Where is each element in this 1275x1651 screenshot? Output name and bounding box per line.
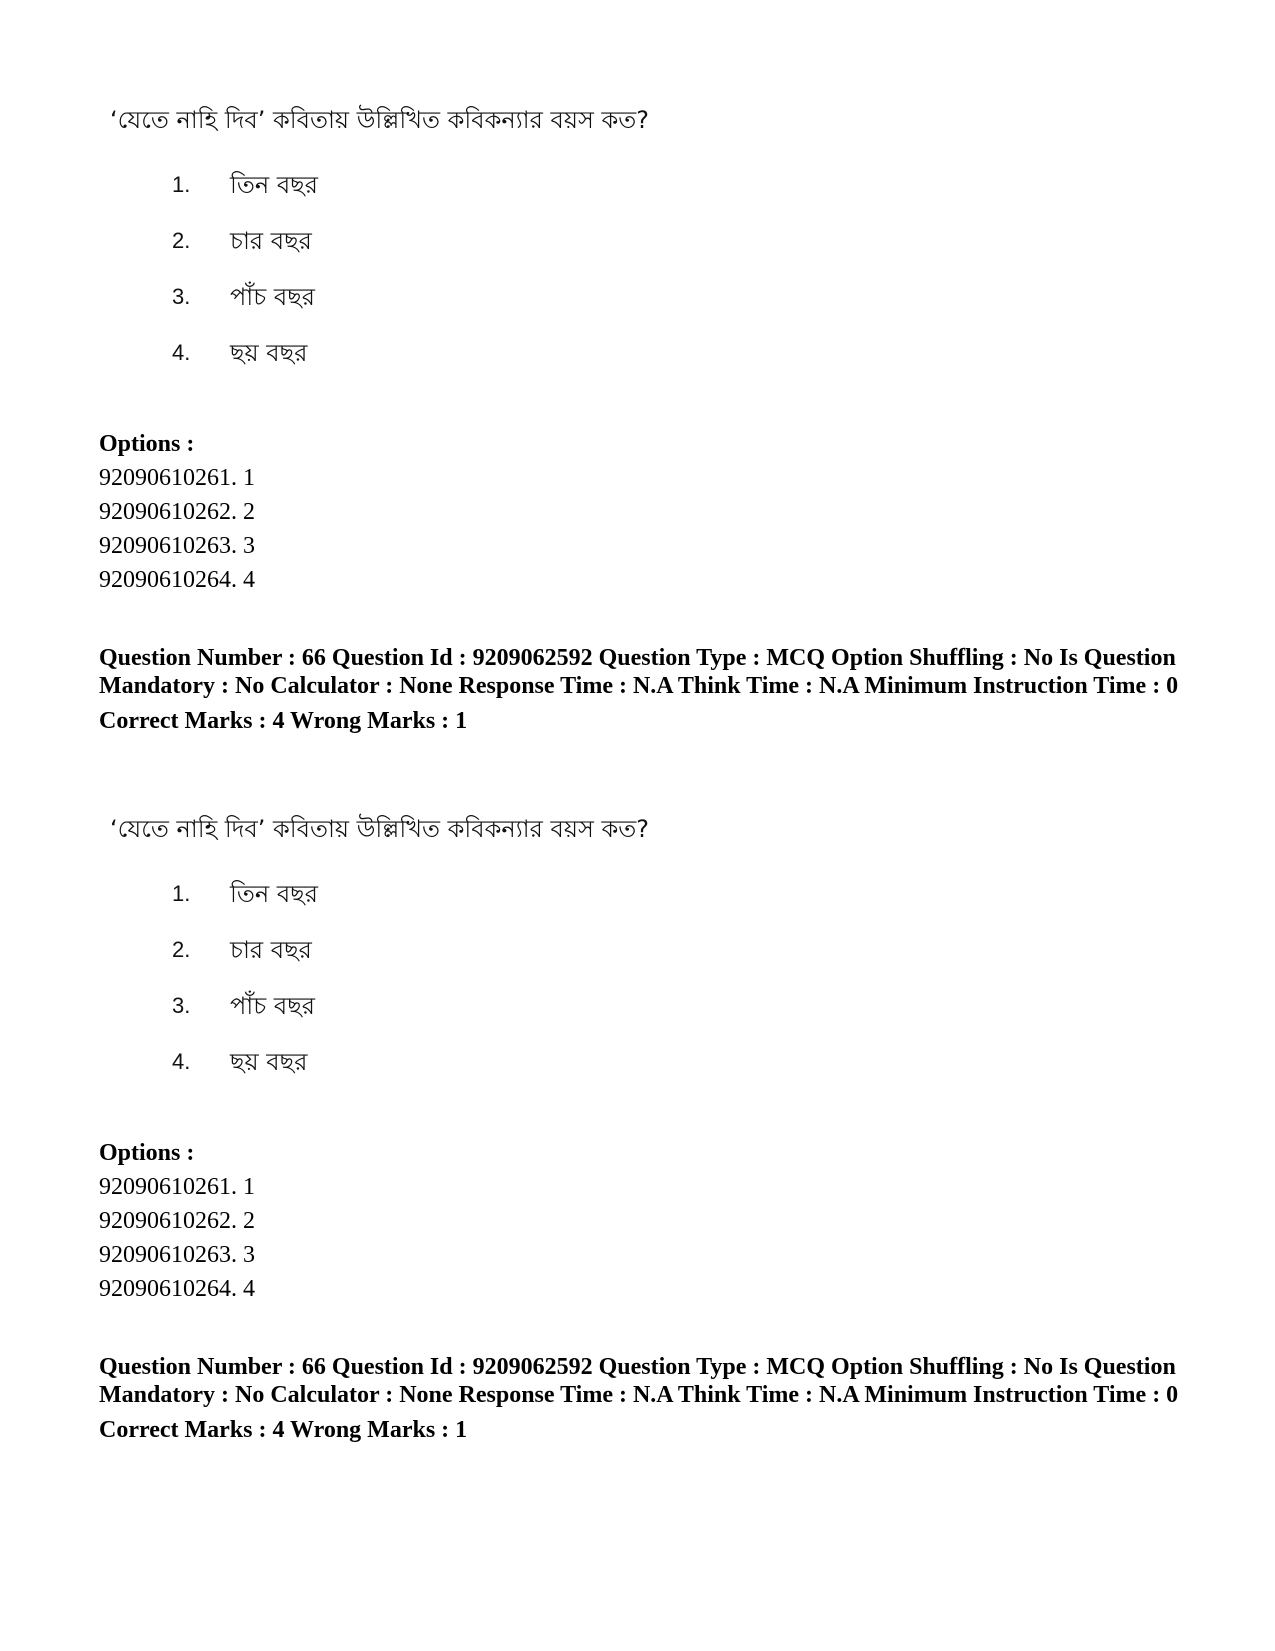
option-line: 92090610262. 2 (99, 499, 255, 525)
choice-number: 4. (172, 1049, 191, 1074)
options-heading: Options : (99, 431, 195, 457)
option-line: 92090610262. 2 (99, 1208, 255, 1234)
marks-text: Correct Marks : 4 Wrong Marks : 1 (99, 1417, 468, 1443)
choice-text: ছয় বছর (230, 1048, 308, 1076)
options-list (99, 1136, 1179, 1306)
choice-number: 1. (172, 881, 191, 906)
options-list (99, 427, 1179, 597)
choice-text: চার বছর (230, 227, 312, 255)
choice-text: ছয় বছর (230, 339, 308, 367)
marks-text: Correct Marks : 4 Wrong Marks : 1 (99, 708, 468, 734)
question-text: ‘যেতে নাহি দিব’ কবিতায় উল্লিখিত কবিকন্যার বয়স কত? (110, 106, 649, 134)
choice-number: 3. (172, 284, 191, 309)
option-line: 92090610264. 4 (99, 567, 255, 593)
choice-item (0, 277, 800, 317)
choice-text: তিন বছর (230, 171, 318, 199)
question-details-text: Question Number : 66 Question Id : 9209062592 Question Type : MCQ Option Shuffling : No Is Question Mandatory : No Calculator : None Response Time : N.A Think Time : N.A Minimum Instruction Time : 0 (99, 645, 1179, 699)
question-text: ‘যেতে নাহি দিব’ কবিতায় উল্লিখিত কবিকন্যার বয়স কত? (110, 815, 649, 843)
choice-text: তিন বছর (230, 880, 318, 908)
options-heading: Options : (99, 1140, 195, 1166)
choice-item (0, 874, 800, 914)
choice-text: চার বছর (230, 936, 312, 964)
question-image (0, 103, 1275, 403)
option-line: 92090610263. 3 (99, 533, 255, 559)
choice-number: 4. (172, 340, 191, 365)
choice-text: পাঁচ বছর (230, 992, 315, 1020)
question-details-text: Question Number : 66 Question Id : 9209062592 Question Type : MCQ Option Shuffling : No Is Question Mandatory : No Calculator : None Response Time : N.A Think Time : N.A Minimum Instruction Time : 0 (99, 1354, 1179, 1408)
option-line: 92090610261. 1 (99, 465, 255, 491)
option-line: 92090610261. 1 (99, 1174, 255, 1200)
choice-number: 1. (172, 172, 191, 197)
choice-item (0, 333, 800, 373)
option-line: 92090610264. 4 (99, 1276, 255, 1302)
choice-text: পাঁচ বছর (230, 283, 315, 311)
choice-item (0, 1042, 800, 1082)
question-details (99, 1353, 1179, 1447)
choice-number: 2. (172, 937, 191, 962)
choice-item (0, 930, 800, 970)
question-image (0, 812, 1275, 1112)
choice-item (0, 986, 800, 1026)
choice-number: 3. (172, 993, 191, 1018)
choice-item (0, 221, 800, 261)
choice-number: 2. (172, 228, 191, 253)
option-line: 92090610263. 3 (99, 1242, 255, 1268)
choice-item (0, 165, 800, 205)
question-details (99, 644, 1179, 738)
